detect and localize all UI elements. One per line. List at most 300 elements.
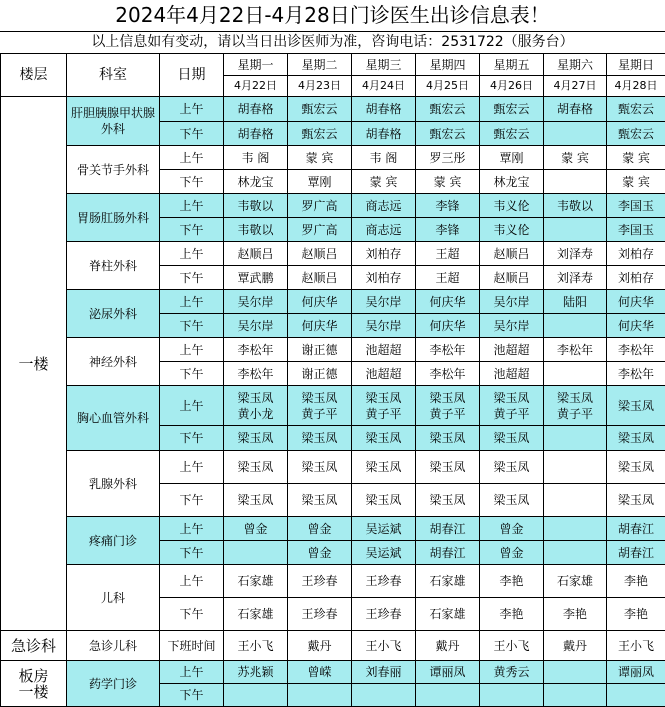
doctor-cell bbox=[480, 484, 544, 517]
doctor-cell bbox=[288, 314, 352, 338]
doctor-cell bbox=[480, 541, 544, 565]
header-day: 星期二 bbox=[288, 54, 352, 76]
doctor-name: 林龙宝 bbox=[480, 174, 543, 190]
doctor-name: 何庆华 bbox=[416, 294, 479, 310]
doctor-name: 李艳 bbox=[607, 573, 665, 589]
doctor-name: 胡春格 bbox=[224, 126, 287, 142]
doctor-cell bbox=[544, 631, 607, 661]
doctor-name: 蒙 宾 bbox=[352, 174, 415, 190]
period-cell: 下午 bbox=[160, 314, 224, 338]
notice-text: 以上信息如有变动，请以当日出诊医师为准，咨询电话：2531722（服务台） bbox=[0, 31, 665, 54]
doctor-name: 黄秀云 bbox=[480, 664, 543, 680]
doctor-cell bbox=[480, 631, 544, 661]
doctor-name: 罗三彤 bbox=[416, 150, 479, 166]
doctor-cell bbox=[544, 362, 607, 386]
period-cell: 上午 bbox=[160, 194, 224, 218]
header-date: 4月26日 bbox=[480, 76, 544, 97]
doctor-cell bbox=[416, 314, 480, 338]
doctor-cell bbox=[416, 684, 480, 707]
doctor-name: 梁玉凤 bbox=[288, 459, 351, 475]
period-cell: 上午 bbox=[160, 290, 224, 314]
schedule-row bbox=[1, 194, 665, 218]
schedule-row bbox=[1, 631, 665, 661]
doctor-name: 林龙宝 bbox=[224, 174, 287, 190]
doctor-cell bbox=[224, 97, 288, 122]
doctor-cell bbox=[352, 565, 416, 598]
doctor-name: 梁玉凤 bbox=[224, 430, 287, 446]
doctor-cell bbox=[352, 146, 416, 170]
doctor-name: 胡春格 bbox=[352, 101, 415, 117]
doctor-name: 刘柏存 bbox=[607, 270, 665, 286]
doctor-name: 刘泽寿 bbox=[544, 270, 606, 286]
doctor-cell bbox=[607, 631, 665, 661]
doctor-cell bbox=[224, 517, 288, 541]
doctor-cell bbox=[480, 242, 544, 266]
doctor-name: 王小飞 bbox=[224, 638, 287, 654]
doctor-name: 王珍春 bbox=[288, 606, 351, 622]
doctor-cell bbox=[607, 541, 665, 565]
doctor-cell bbox=[544, 541, 607, 565]
doctor-cell bbox=[607, 194, 665, 218]
doctor-cell bbox=[416, 517, 480, 541]
doctor-name: 李艳 bbox=[544, 606, 606, 622]
doctor-name: 韦敬以 bbox=[224, 222, 287, 238]
doctor-cell bbox=[607, 170, 665, 194]
doctor-name: 蒙 宾 bbox=[607, 174, 665, 190]
doctor-cell bbox=[416, 484, 480, 517]
doctor-cell bbox=[544, 661, 607, 684]
doctor-cell bbox=[544, 565, 607, 598]
doctor-cell bbox=[224, 484, 288, 517]
doctor-name: 甄宏云 bbox=[607, 126, 665, 142]
period-cell: 上午 bbox=[160, 517, 224, 541]
page-title: 2024年4月22日-4月28日门诊医生出诊信息表！ bbox=[0, 0, 665, 32]
doctor-name: 覃武鹏 bbox=[224, 270, 287, 286]
doctor-cell bbox=[352, 484, 416, 517]
doctor-name: 梁玉凤 bbox=[607, 459, 665, 475]
doctor-name: 甄宏云 bbox=[416, 126, 479, 142]
doctor-name: 罗广高 bbox=[288, 222, 351, 238]
doctor-cell bbox=[224, 146, 288, 170]
doctor-name: 石家雄 bbox=[416, 606, 479, 622]
doctor-cell bbox=[288, 218, 352, 242]
floor-label-line: 急诊科 bbox=[1, 638, 66, 654]
doctor-name: 李松年 bbox=[544, 342, 606, 358]
doctor-name: 何庆华 bbox=[288, 294, 351, 310]
doctor-cell bbox=[352, 194, 416, 218]
doctor-name: 刘春丽 bbox=[352, 664, 415, 680]
doctor-name: 曾金 bbox=[288, 521, 351, 537]
doctor-cell bbox=[416, 338, 480, 362]
period-cell: 下午 bbox=[160, 362, 224, 386]
doctor-cell bbox=[416, 451, 480, 484]
doctor-cell bbox=[224, 218, 288, 242]
doctor-name: 谭丽凤 bbox=[416, 664, 479, 680]
doctor-name: 韦 阁 bbox=[224, 150, 287, 166]
doctor-cell bbox=[288, 426, 352, 451]
doctor-cell bbox=[352, 97, 416, 122]
floor-label bbox=[1, 661, 67, 707]
doctor-cell bbox=[480, 97, 544, 122]
doctor-name: 王超 bbox=[416, 246, 479, 262]
doctor-cell bbox=[607, 362, 665, 386]
doctor-name: 池超超 bbox=[480, 366, 543, 382]
doctor-cell bbox=[224, 386, 288, 426]
doctor-cell bbox=[544, 451, 607, 484]
doctor-name: 李松年 bbox=[224, 342, 287, 358]
doctor-cell bbox=[480, 290, 544, 314]
header-date: 4月28日 bbox=[607, 76, 665, 97]
doctor-cell bbox=[480, 386, 544, 426]
doctor-name: 石家雄 bbox=[224, 573, 287, 589]
doctor-name: 吴尔岸 bbox=[480, 294, 543, 310]
doctor-name: 梁玉凤 bbox=[607, 492, 665, 508]
doctor-cell bbox=[607, 242, 665, 266]
floor-label-line: 板房 bbox=[1, 668, 66, 684]
doctor-cell bbox=[352, 338, 416, 362]
doctor-name: 梁玉凤 bbox=[224, 492, 287, 508]
doctor-cell bbox=[352, 290, 416, 314]
doctor-name: 刘柏存 bbox=[352, 246, 415, 262]
doctor-cell bbox=[288, 290, 352, 314]
doctor-cell bbox=[480, 684, 544, 707]
doctor-cell bbox=[480, 517, 544, 541]
doctor-name: 曾金 bbox=[288, 545, 351, 561]
doctor-name: 蒙 宾 bbox=[288, 150, 351, 166]
doctor-cell bbox=[352, 517, 416, 541]
doctor-cell bbox=[480, 426, 544, 451]
dept-name: 疼痛门诊 bbox=[67, 517, 160, 565]
doctor-name: 黄子平 bbox=[416, 406, 479, 422]
doctor-name: 赵顺吕 bbox=[288, 270, 351, 286]
doctor-cell bbox=[352, 362, 416, 386]
header-period: 日期 bbox=[160, 54, 224, 97]
doctor-name: 苏兆颖 bbox=[224, 664, 287, 680]
doctor-name: 甄宏云 bbox=[480, 101, 543, 117]
doctor-name: 胡春江 bbox=[607, 545, 665, 561]
doctor-name: 韦敬以 bbox=[224, 198, 287, 214]
doctor-cell bbox=[288, 631, 352, 661]
doctor-name: 韦敬以 bbox=[544, 198, 606, 214]
doctor-cell bbox=[352, 266, 416, 290]
period-cell: 上午 bbox=[160, 386, 224, 426]
doctor-name: 石家雄 bbox=[224, 606, 287, 622]
doctor-name: 胡春格 bbox=[224, 101, 287, 117]
doctor-cell bbox=[607, 122, 665, 146]
doctor-name: 赵顺吕 bbox=[480, 246, 543, 262]
doctor-name: 何庆华 bbox=[288, 318, 351, 334]
doctor-name: 梁玉凤 bbox=[352, 459, 415, 475]
doctor-cell bbox=[544, 386, 607, 426]
doctor-name: 曾嵘 bbox=[288, 664, 351, 680]
doctor-cell bbox=[480, 661, 544, 684]
doctor-cell bbox=[288, 484, 352, 517]
doctor-name: 蒙 宾 bbox=[544, 150, 606, 166]
doctor-cell bbox=[416, 631, 480, 661]
doctor-name: 梁玉凤 bbox=[480, 390, 543, 406]
period-cell: 下午 bbox=[160, 170, 224, 194]
schedule-row bbox=[1, 146, 665, 170]
doctor-name: 石家雄 bbox=[416, 573, 479, 589]
doctor-cell bbox=[607, 451, 665, 484]
dept-name: 泌尿外科 bbox=[67, 290, 160, 338]
doctor-cell bbox=[544, 338, 607, 362]
period-cell: 下午 bbox=[160, 541, 224, 565]
doctor-cell bbox=[416, 170, 480, 194]
dept-name: 脊柱外科 bbox=[67, 242, 160, 290]
doctor-cell bbox=[607, 338, 665, 362]
doctor-name: 戴丹 bbox=[544, 638, 606, 654]
doctor-name: 梁玉凤 bbox=[480, 430, 543, 446]
dept-name: 药学门诊 bbox=[67, 661, 160, 707]
doctor-cell bbox=[607, 290, 665, 314]
doctor-name: 梁玉凤 bbox=[416, 430, 479, 446]
period-cell: 上午 bbox=[160, 338, 224, 362]
doctor-name: 甄宏云 bbox=[607, 101, 665, 117]
doctor-cell bbox=[607, 314, 665, 338]
header-date: 4月22日 bbox=[224, 76, 288, 97]
doctor-cell bbox=[544, 517, 607, 541]
doctor-cell bbox=[607, 386, 665, 426]
doctor-name: 刘柏存 bbox=[352, 270, 415, 286]
period-cell: 上午 bbox=[160, 661, 224, 684]
doctor-name: 梁玉凤 bbox=[480, 459, 543, 475]
floor-label-line: 一楼 bbox=[1, 684, 66, 700]
doctor-cell bbox=[544, 146, 607, 170]
doctor-cell bbox=[544, 426, 607, 451]
doctor-name: 李松年 bbox=[607, 342, 665, 358]
doctor-name: 王珍春 bbox=[352, 606, 415, 622]
floor-label-line: 一楼 bbox=[1, 356, 66, 372]
doctor-name: 梁玉凤 bbox=[416, 390, 479, 406]
doctor-name: 梁玉凤 bbox=[480, 492, 543, 508]
doctor-name: 李松年 bbox=[416, 342, 479, 358]
doctor-cell bbox=[416, 290, 480, 314]
doctor-cell bbox=[224, 122, 288, 146]
doctor-cell bbox=[416, 218, 480, 242]
doctor-cell bbox=[224, 541, 288, 565]
doctor-cell bbox=[224, 338, 288, 362]
doctor-name: 曾金 bbox=[480, 521, 543, 537]
doctor-name: 戴丹 bbox=[416, 638, 479, 654]
period-cell: 上午 bbox=[160, 242, 224, 266]
doctor-cell bbox=[480, 451, 544, 484]
doctor-name: 吴尔岸 bbox=[224, 294, 287, 310]
doctor-name: 梁玉凤 bbox=[224, 459, 287, 475]
doctor-cell bbox=[352, 386, 416, 426]
doctor-cell bbox=[480, 194, 544, 218]
doctor-name: 李松年 bbox=[416, 366, 479, 382]
doctor-cell bbox=[224, 451, 288, 484]
doctor-name: 梁玉凤 bbox=[224, 390, 287, 406]
doctor-name: 胡春格 bbox=[352, 126, 415, 142]
doctor-cell bbox=[224, 598, 288, 631]
doctor-cell bbox=[480, 218, 544, 242]
doctor-name: 何庆华 bbox=[607, 318, 665, 334]
dept-name: 儿科 bbox=[67, 565, 160, 631]
doctor-cell bbox=[607, 684, 665, 707]
doctor-name: 梁玉凤 bbox=[352, 492, 415, 508]
doctor-cell bbox=[288, 362, 352, 386]
doctor-name: 赵顺吕 bbox=[480, 270, 543, 286]
period-cell: 下班时间 bbox=[160, 631, 224, 661]
header-day: 星期日 bbox=[607, 54, 665, 76]
doctor-cell bbox=[288, 242, 352, 266]
period-cell: 上午 bbox=[160, 97, 224, 122]
doctor-cell bbox=[544, 218, 607, 242]
doctor-name: 何庆华 bbox=[416, 318, 479, 334]
doctor-name: 梁玉凤 bbox=[416, 492, 479, 508]
doctor-cell bbox=[480, 362, 544, 386]
doctor-name: 吴运斌 bbox=[352, 545, 415, 561]
doctor-cell bbox=[544, 122, 607, 146]
doctor-cell bbox=[352, 426, 416, 451]
header-date: 4月27日 bbox=[544, 76, 607, 97]
doctor-name: 吴尔岸 bbox=[480, 318, 543, 334]
header-day: 星期六 bbox=[544, 54, 607, 76]
floor-label bbox=[1, 631, 67, 661]
doctor-cell bbox=[224, 266, 288, 290]
doctor-cell bbox=[480, 598, 544, 631]
doctor-cell bbox=[544, 290, 607, 314]
schedule-row bbox=[1, 338, 665, 362]
doctor-name: 赵顺吕 bbox=[288, 246, 351, 262]
doctor-name: 甄宏云 bbox=[288, 126, 351, 142]
doctor-name: 吴尔岸 bbox=[352, 294, 415, 310]
dept-name: 肝胆胰腺甲状腺外科 bbox=[67, 97, 160, 146]
period-cell: 下午 bbox=[160, 684, 224, 707]
doctor-cell bbox=[544, 314, 607, 338]
doctor-name: 韦义伦 bbox=[480, 198, 543, 214]
doctor-name: 蒙 宾 bbox=[416, 174, 479, 190]
period-cell: 下午 bbox=[160, 122, 224, 146]
doctor-name: 刘柏存 bbox=[607, 246, 665, 262]
dept-name: 乳腺外科 bbox=[67, 451, 160, 517]
doctor-name: 李国玉 bbox=[607, 198, 665, 214]
header-day: 星期五 bbox=[480, 54, 544, 76]
doctor-name: 韦 阁 bbox=[352, 150, 415, 166]
doctor-cell bbox=[288, 122, 352, 146]
doctor-cell bbox=[416, 598, 480, 631]
header-dept: 科室 bbox=[67, 54, 160, 97]
doctor-cell bbox=[288, 266, 352, 290]
header-date: 4月24日 bbox=[352, 76, 416, 97]
doctor-cell bbox=[544, 598, 607, 631]
schedule-row bbox=[1, 242, 665, 266]
doctor-cell bbox=[416, 386, 480, 426]
doctor-cell bbox=[224, 290, 288, 314]
doctor-cell bbox=[607, 266, 665, 290]
doctor-name: 吴尔岸 bbox=[224, 318, 287, 334]
doctor-cell bbox=[480, 266, 544, 290]
doctor-cell bbox=[416, 565, 480, 598]
doctor-name: 王小飞 bbox=[480, 638, 543, 654]
doctor-cell bbox=[352, 541, 416, 565]
header-date: 4月25日 bbox=[416, 76, 480, 97]
doctor-cell bbox=[607, 97, 665, 122]
doctor-cell bbox=[544, 170, 607, 194]
dept-name: 骨关节手外科 bbox=[67, 146, 160, 194]
doctor-cell bbox=[352, 314, 416, 338]
doctor-name: 李锋 bbox=[416, 198, 479, 214]
doctor-cell bbox=[352, 451, 416, 484]
doctor-name: 池超超 bbox=[352, 342, 415, 358]
doctor-name: 胡春江 bbox=[416, 521, 479, 537]
doctor-name: 石家雄 bbox=[544, 573, 606, 589]
schedule-row bbox=[1, 386, 665, 426]
doctor-cell bbox=[224, 631, 288, 661]
doctor-name: 梁玉凤 bbox=[288, 430, 351, 446]
doctor-cell bbox=[224, 565, 288, 598]
doctor-name: 胡春江 bbox=[416, 545, 479, 561]
period-cell: 下午 bbox=[160, 266, 224, 290]
doctor-cell bbox=[544, 242, 607, 266]
doctor-cell bbox=[544, 484, 607, 517]
header-day: 星期四 bbox=[416, 54, 480, 76]
doctor-name: 池超超 bbox=[352, 366, 415, 382]
doctor-cell bbox=[288, 386, 352, 426]
doctor-cell bbox=[224, 194, 288, 218]
schedule-row bbox=[1, 661, 665, 684]
doctor-name: 吴尔岸 bbox=[352, 318, 415, 334]
doctor-name: 刘泽寿 bbox=[544, 246, 606, 262]
doctor-name: 梁玉凤 bbox=[352, 430, 415, 446]
doctor-cell bbox=[352, 598, 416, 631]
doctor-name: 黄小龙 bbox=[224, 406, 287, 422]
doctor-name: 覃刚 bbox=[288, 174, 351, 190]
doctor-cell bbox=[480, 122, 544, 146]
doctor-name: 甄宏云 bbox=[416, 101, 479, 117]
header-day: 星期三 bbox=[352, 54, 416, 76]
doctor-name: 梁玉凤 bbox=[607, 430, 665, 446]
doctor-name: 韦义伦 bbox=[480, 222, 543, 238]
doctor-name: 王珍春 bbox=[288, 573, 351, 589]
doctor-cell bbox=[288, 146, 352, 170]
doctor-name: 王小飞 bbox=[607, 638, 665, 654]
doctor-name: 胡春江 bbox=[607, 521, 665, 537]
doctor-name: 赵顺吕 bbox=[224, 246, 287, 262]
doctor-name: 戴丹 bbox=[288, 638, 351, 654]
doctor-cell bbox=[480, 565, 544, 598]
schedule-row bbox=[1, 517, 665, 541]
doctor-name: 黄子平 bbox=[480, 406, 543, 422]
doctor-name: 梁玉凤 bbox=[352, 390, 415, 406]
doctor-cell bbox=[607, 146, 665, 170]
doctor-cell bbox=[607, 218, 665, 242]
doctor-name: 李艳 bbox=[607, 606, 665, 622]
doctor-cell bbox=[288, 194, 352, 218]
doctor-cell bbox=[607, 517, 665, 541]
doctor-name: 商志远 bbox=[352, 198, 415, 214]
period-cell: 上午 bbox=[160, 146, 224, 170]
doctor-name: 黄子平 bbox=[544, 406, 606, 422]
doctor-cell bbox=[224, 362, 288, 386]
doctor-cell bbox=[224, 661, 288, 684]
doctor-name: 李艳 bbox=[480, 606, 543, 622]
doctor-cell bbox=[416, 146, 480, 170]
period-cell: 下午 bbox=[160, 426, 224, 451]
doctor-cell bbox=[416, 97, 480, 122]
doctor-cell bbox=[607, 565, 665, 598]
doctor-name: 梁玉凤 bbox=[416, 459, 479, 475]
period-cell: 下午 bbox=[160, 484, 224, 517]
doctor-cell bbox=[224, 170, 288, 194]
period-cell: 下午 bbox=[160, 598, 224, 631]
doctor-name: 李锋 bbox=[416, 222, 479, 238]
doctor-name: 陆阳 bbox=[544, 294, 606, 310]
dept-name: 神经外科 bbox=[67, 338, 160, 386]
doctor-cell bbox=[416, 242, 480, 266]
